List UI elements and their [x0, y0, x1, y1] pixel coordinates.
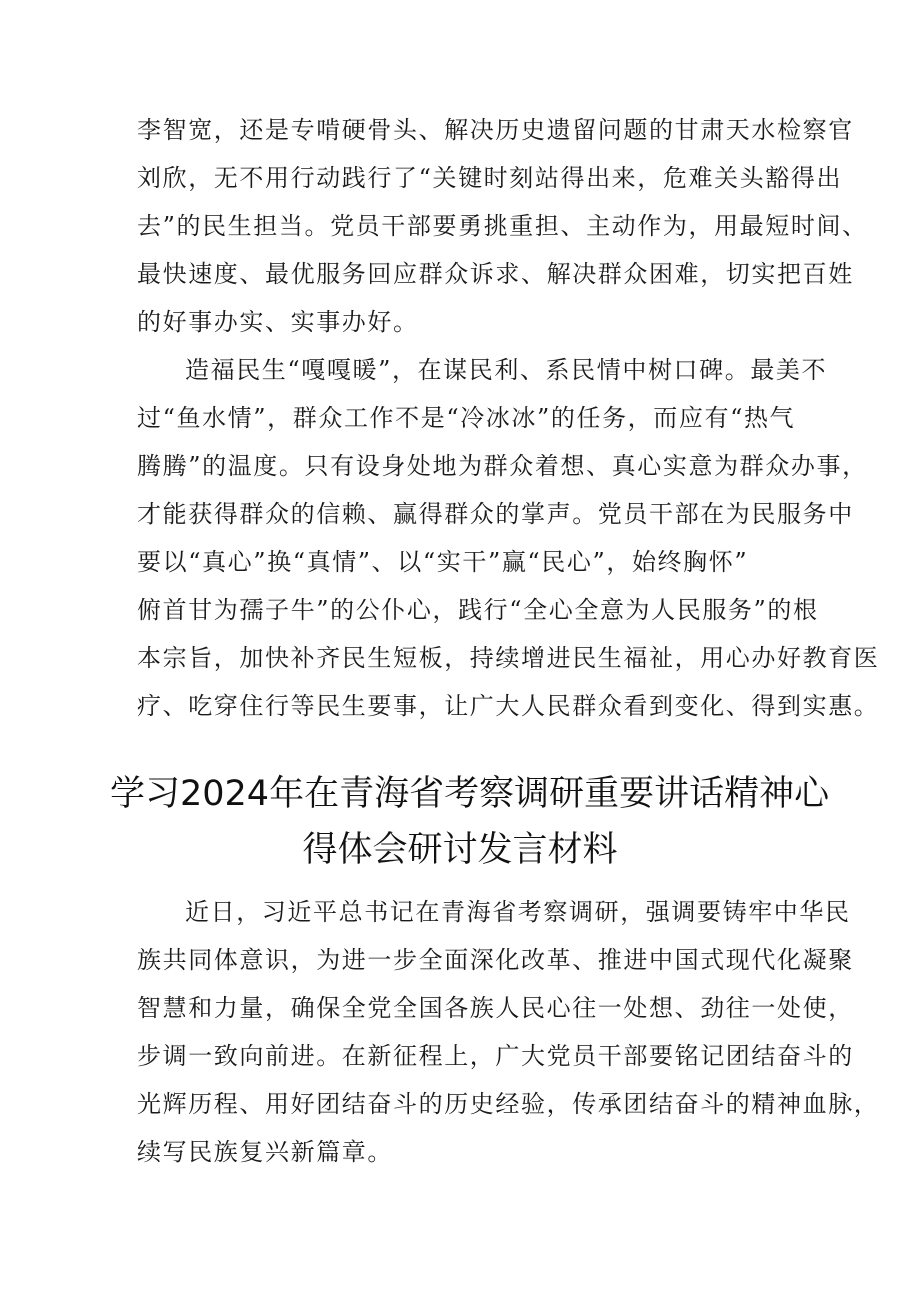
- paragraph-line: 续写民族复兴新篇章。: [137, 1138, 393, 1166]
- body-paragraph-2: [137, 346, 880, 730]
- paragraph-line: 过“鱼水情”，群众工作不是“冷冰冰”的任务，而应有“热气: [137, 404, 796, 432]
- paragraph-line: 智慧和力量，确保全党全国各族人民心往一处想、劲往一处使，: [137, 994, 854, 1022]
- paragraph-line: 步调一致向前进。在新征程上，广大党员干部要铭记团结奋斗的: [137, 1042, 854, 1070]
- body-paragraph-3: [137, 888, 880, 1176]
- paragraph-line: 最快速度、最优服务回应群众诉求、解决群众困难，切实把百姓: [137, 260, 854, 288]
- paragraph-line: 造福民生“嘎嘎暖”，在谋民利、系民情中树口碑。最美不: [185, 356, 828, 384]
- paragraph-line: 俯首甘为孺子牛”的公仆心，践行“全心全意为人民服务”的根: [137, 596, 819, 624]
- paragraph-line: 疗、吃穿住行等民生要事，让广大人民群众看到变化、得到实惠。: [137, 692, 880, 720]
- paragraph-line: 腾腾”的温度。只有设身处地为群众着想、真心实意为群众办事，: [137, 452, 868, 480]
- title-line: 得体会研讨发言材料: [302, 830, 618, 870]
- paragraph-line: 要以“真心”换“真情”、以“实干”赢“民心”，始终胸怀”: [137, 548, 749, 576]
- paragraph-line: 刘欣，无不用行动践行了“关键时刻站得出来，危难关头豁得出: [137, 164, 843, 192]
- paragraph-line: 族共同体意识，为进一步全面深化改革、推进中国式现代化凝聚: [137, 946, 854, 974]
- paragraph-line: 光辉历程、用好团结奋斗的历史经验，传承团结奋斗的精神血脉，: [137, 1090, 880, 1118]
- body-paragraph-1: [137, 106, 868, 346]
- document-title: [110, 766, 830, 878]
- paragraph-line: 的好事办实、实事办好。: [137, 308, 419, 336]
- paragraph-line: 本宗旨，加快补齐民生短板，持续增进民生福祉，用心办好教育医: [137, 644, 880, 672]
- paragraph-line: 才能获得群众的信赖、赢得群众的掌声。党员干部在为民服务中: [137, 500, 854, 528]
- paragraph-line: 近日，习近平总书记在青海省考察调研，强调要铸牢中华民: [185, 898, 851, 926]
- paragraph-line: 李智宽，还是专啃硬骨头、解决历史遗留问题的甘肃天水检察官: [137, 116, 854, 144]
- title-line: 学习2024年在青海省考察调研重要讲话精神心: [110, 774, 830, 814]
- paragraph-line: 去”的民生担当。党员干部要勇挑重担、主动作为，用最短时间、: [137, 212, 868, 240]
